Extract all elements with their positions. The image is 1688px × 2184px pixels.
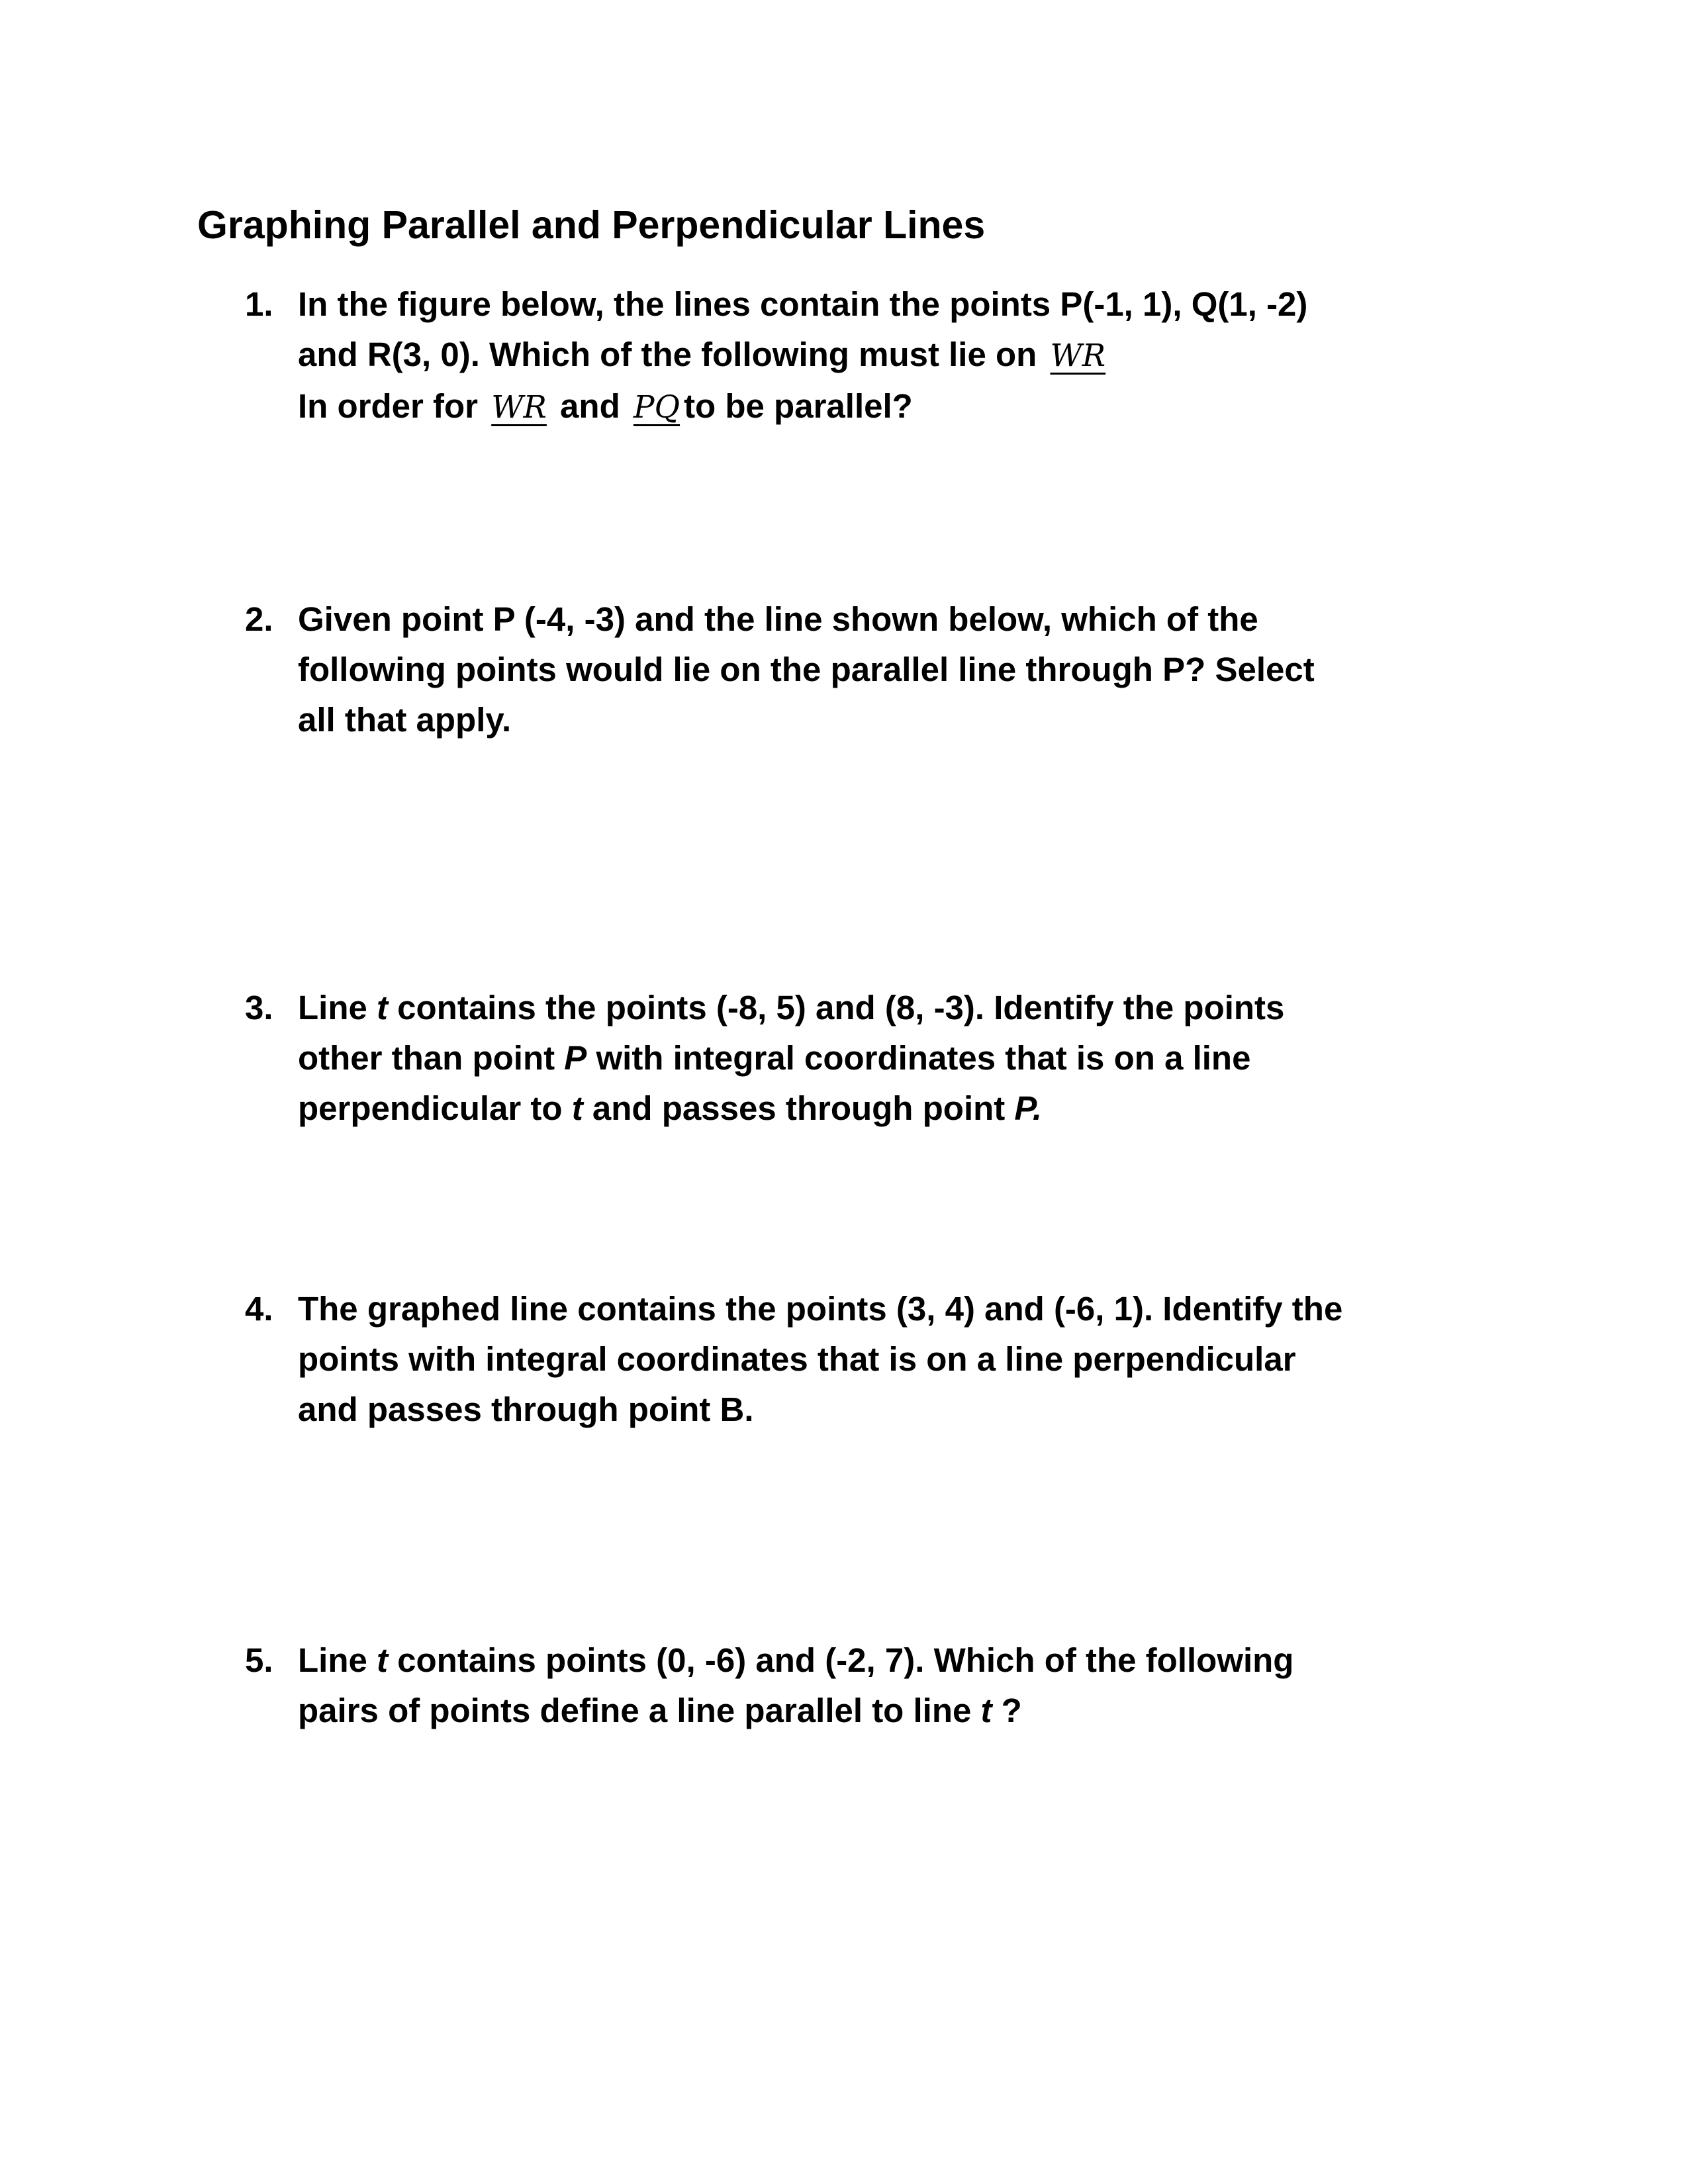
- question-number: 4.: [245, 1290, 273, 1328]
- question-1: [245, 279, 1542, 433]
- question-line: Given point P (-4, -3) and the line shown below, which of the: [298, 600, 1258, 638]
- variable-p: P.: [1014, 1089, 1043, 1127]
- question-number: 2.: [245, 600, 273, 638]
- question-line: In the figure below, the lines contain the points P(-1, 1), Q(1, -2): [298, 285, 1308, 323]
- question-line: all that apply.: [298, 701, 512, 739]
- question-text: [298, 983, 1542, 1134]
- question-line: following points would lie on the parallel line through P? Select: [298, 651, 1315, 688]
- question-5: [245, 1635, 1542, 1736]
- variable-t: t: [377, 1641, 388, 1679]
- variable-p: P: [564, 1039, 587, 1077]
- question-text: [298, 1284, 1542, 1435]
- text-segment: Line: [298, 1641, 377, 1679]
- question-text: [298, 594, 1542, 745]
- segment-wr-notation: WR: [1050, 338, 1106, 374]
- question-text: [298, 1635, 1542, 1736]
- question-number: 1.: [245, 285, 273, 323]
- question-line: [298, 1686, 1542, 1736]
- text-segment: with integral coordinates that is on a line: [586, 1039, 1251, 1077]
- text-segment: contains points (0, -6) and (-2, 7). Which of the following: [388, 1641, 1294, 1679]
- text-segment: perpendicular to: [298, 1089, 572, 1127]
- question-text: [298, 279, 1542, 433]
- segment-wr-notation: WR: [491, 389, 547, 426]
- page-title: Graphing Parallel and Perpendicular Lines: [197, 203, 986, 247]
- question-line: [298, 381, 1542, 433]
- text-segment: to be parallel?: [684, 387, 913, 425]
- text-segment: In order for: [298, 387, 488, 425]
- question-3: [245, 983, 1542, 1134]
- question-line: [298, 1033, 1542, 1083]
- text-segment: and passes through point: [583, 1089, 1015, 1127]
- question-4: [245, 1284, 1542, 1435]
- text-segment: Line: [298, 989, 377, 1026]
- text-segment: other than point: [298, 1039, 565, 1077]
- question-line: The graphed line contains the points (3, 4) and (-6, 1). Identify the: [298, 1290, 1343, 1328]
- variable-t: t: [377, 989, 388, 1026]
- question-line: [298, 1635, 1542, 1686]
- segment-pq-notation: PQ: [633, 389, 680, 426]
- variable-t: t: [980, 1692, 992, 1729]
- text-segment: ?: [992, 1692, 1022, 1729]
- text-segment: pairs of points define a line parallel to line: [298, 1692, 981, 1729]
- question-line: points with integral coordinates that is on a line perpendicular: [298, 1340, 1296, 1378]
- text-segment: contains the points (-8, 5) and (8, -3). Identify the points: [388, 989, 1285, 1026]
- question-line: [298, 983, 1542, 1033]
- question-2: [245, 594, 1542, 745]
- question-number: 5.: [245, 1641, 273, 1679]
- text-segment: and R(3, 0). Which of the following must lie on: [298, 336, 1047, 373]
- question-number: 3.: [245, 989, 273, 1026]
- question-line: and passes through point B.: [298, 1390, 754, 1428]
- question-line: [298, 330, 1542, 381]
- text-segment: and: [550, 387, 630, 425]
- variable-t: t: [571, 1089, 583, 1127]
- question-line: [298, 1083, 1542, 1134]
